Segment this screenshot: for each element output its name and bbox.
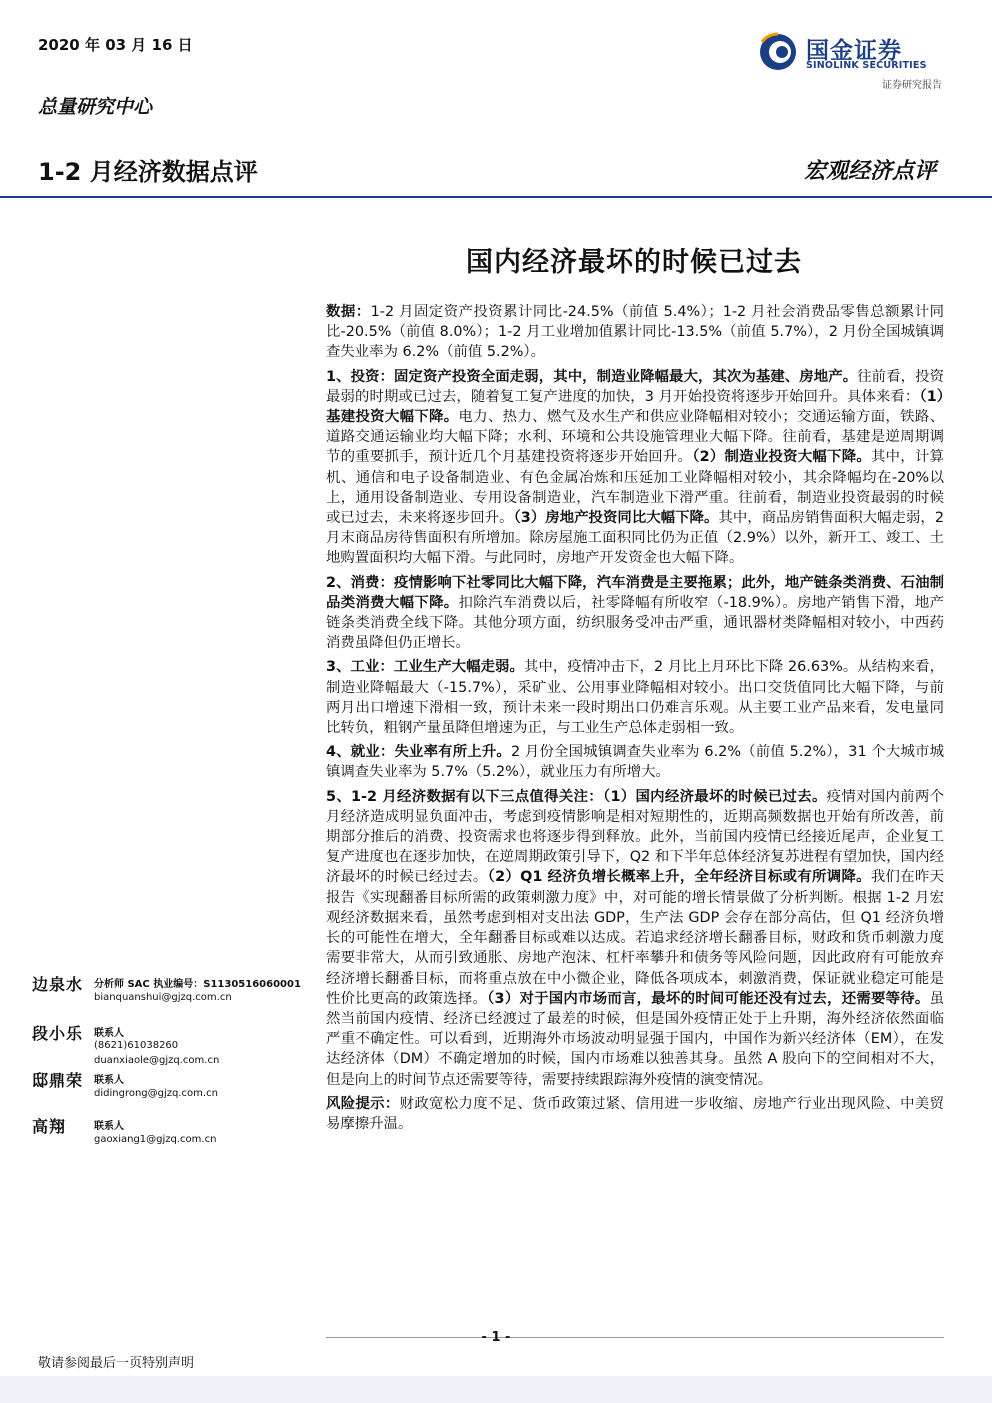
- analyst-role: 联系人: [94, 1121, 124, 1132]
- analyst-email: duanxiaole@gjzq.com.cn: [94, 1055, 220, 1066]
- sinolink-logo-icon: [758, 32, 798, 72]
- analyst-name: 段小乐: [32, 1024, 84, 1043]
- analyst-name: 高翔: [32, 1117, 67, 1136]
- report-title: 1-2 月经济数据点评: [38, 158, 258, 186]
- analyst-phone: (8621)61038260: [94, 1040, 179, 1051]
- paragraph-employment: 4、就业：失业率有所上升。2 月份全国城镇调查失业率为 6.2%（前值 5.2%），31 个大城市城镇调查失业率为 5.7%（5.2%），就业压力有所增大。: [326, 744, 944, 781]
- analyst-name: 邸鼎荣: [32, 1071, 84, 1090]
- department-name: 总量研究中心: [38, 96, 153, 118]
- disclaimer-note: 敬请参阅最后一页特别声明: [38, 1356, 195, 1371]
- report-date: 2020 年 03 月 16 日: [38, 36, 193, 54]
- logo-name-cn: 国金证券: [806, 38, 902, 64]
- paragraph-risk: 风险提示：财政宽松力度不足、货币政策过紧、信用进一步收缩、房地产行业出现风险、中美贸易摩擦升温。: [326, 1095, 944, 1132]
- paragraph-highlights: 5、1-2 月经济数据有以下三点值得关注：（1）国内经济最坏的时候已过去。疫情对国内前两个月经济造成明显负面冲击，考虑到疫情影响是相对短期性的，近期高频数据也开始有所改善，前期部分推后的消费、投资需求也将逐步得到释放。此外，当前国内疫情已经接近尾声，企业复工复产进度也在逐步加快，在逆周期政策引导下，Q2 和下半年总体经济复苏进程有望加快，国内经济最坏的时候已经过去。（2）Q1 经济负增长概率上升，全年经济目标或有所调降。我们在昨天报告《实现翻番目标所需的政策刺激力度》中，对可能的增长情景做了分析判断。根据 1-2 月宏观经济数据来看，虽然考虑到相对支出法 GDP，生产法 GDP 会存在部分高估，但 Q1 经济负增长的可能性在增大，全年翻番目标或难以达成。若追求经济增长翻番目标，财政和货币刺激力度需要非常大，从而引致通胀、房地产泡沫、杠杆率攀升和债务等风险问题，因此政府有可能放弃经济增长翻番目标，而将重点放在中小微企业，降低各项成本，刺激消费，保证就业稳定可能是性价比更高的政策选择。（3）对于国内市场而言，最坏的时间可能还没有过去，还需要等待。虽然当前国内疫情、经济已经渡过了最差的时候，但是国外疫情正处于上升期，海外经济依然面临严重不确定性。可以看到，近期海外市场波动明显强于国内，中国作为新兴经济体（EM），在发达经济体（DM）不确定增加的时候，国内市场难以独善其身。虽然 A 股向下的空间相对不大，但是向上的时间节点还需要等待，需要持续跟踪海外疫情的演变情况。: [326, 788, 944, 1088]
- analyst-role: 联系人: [94, 1075, 124, 1086]
- company-logo: [758, 28, 948, 94]
- report-body: [326, 302, 944, 1134]
- analyst-email: bianquanshui@gjzq.com.cn: [94, 992, 232, 1003]
- page-number: - 1 -: [481, 1330, 511, 1345]
- logo-name-en: SINOLINK SECURITIES: [806, 60, 927, 71]
- paragraph-investment: 1、投资：固定资产投资全面走弱，其中，制造业降幅最大，其次为基建、房地产。往前看，投资最弱的时期或已过去，随着复工复产进度的加快，3 月开始投资将逐步开始回升。具体来看：（1）基建投资大幅下降。电力、热力、燃气及水生产和供应业降幅相对较小；交通运输方面，铁路、道路交通运输业均大幅下降；水利、环境和公共设施管理业大幅下降。往前看，基建是逆周期调节的重要抓手，预计近几个月基建投资将逐步开始回升。（2）制造业投资大幅下降。其中，计算机、通信和电子设备制造业、有色金属冶炼和压延加工业降幅相对较小，其余降幅均在-20%以上，通用设备制造业、专用设备制造业，汽车制造业下滑严重。往前看，制造业投资最弱的时候或已过去，未来将逐步回升。（3）房地产投资同比大幅下降。其中，商品房销售面积大幅走弱，2 月末商品房待售面积有所增加。除房屋施工面积同比仍为正值（2.9%）以外，新开工、竣工、土地购置面积均大幅下滑。与此同时，房地产开发资金也大幅下降。: [326, 368, 944, 567]
- analyst-role: 联系人: [94, 1028, 124, 1039]
- logo-subtitle: 证券研究报告: [882, 80, 942, 91]
- paragraph-consumption: 2、消费：疫情影响下社零同比大幅下降，汽车消费是主要拖累；此外，地产链条类消费、石油制品类消费大幅下降。扣除汽车消费以后，社零降幅有所收窄（-18.9%）。房地产销售下滑，地产链条类消费全线下降。其他分项方面，纺织服务受冲击严重，通讯器材类降幅相对较小，中西药消费虽降但仍正增长。: [326, 574, 944, 652]
- headline: 国内经济最坏的时候已过去: [466, 247, 802, 278]
- paragraph-data: 数据：1-2 月固定资产投资累计同比-24.5%（前值 5.4%）；1-2 月社会消费品零售总额累计同比-20.5%（前值 8.0%）；1-2 月工业增加值累计同比-13.5%（前值 5.7%），2 月份全国城镇调查失业率为 6.2%（前值 5.2%）。: [326, 304, 944, 361]
- header-divider: [0, 196, 992, 198]
- footer-band: [0, 1376, 992, 1403]
- report-category: 宏观经济点评: [803, 158, 936, 184]
- analyst-role: 分析师 SAC 执业编号：S1130516060001: [94, 979, 301, 990]
- analyst-name: 边泉水: [32, 975, 84, 994]
- paragraph-industry: 3、工业：工业生产大幅走弱。其中，疫情冲击下，2 月比上月环比下降 26.63%。从结构来看，制造业降幅最大（-15.7%），采矿业、公用事业降幅相对较小。出口交货值同比大幅下降，与前两月出口增速下滑相一致，预计未来一段时期出口仍难言乐观。从主要工业产品来看，发电量同比转负，粗钢产量虽降但增速为正，与工业生产总体走弱相一致。: [326, 659, 944, 737]
- analyst-email: didingrong@gjzq.com.cn: [94, 1088, 218, 1099]
- analyst-email: gaoxiang1@gjzq.com.cn: [94, 1134, 217, 1145]
